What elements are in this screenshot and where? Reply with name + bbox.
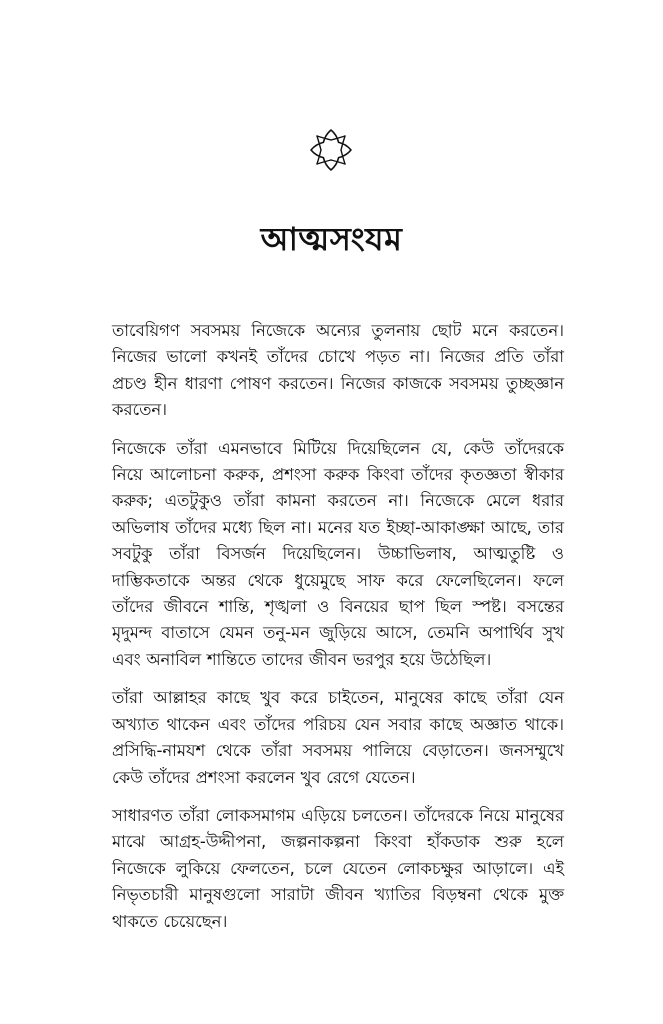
chapter-title: আত্মসংযম bbox=[260, 220, 403, 259]
paragraph: তাঁরা আল্লাহর কাছে খুব করে চাইতেন, মানুষের কাছে তাঁরা যেন অখ্যাত থাকেন এবং তাঁদের পরিচয় যেন সবার কাছে অজ্ঞাত থাকে। প্রসিদ্ধি-নামযশ থেকে তাঁরা সবসময় পালিয়ে বেড়াতেন। জনসম্মুখে কেউ তাঁদের প্রশংসা করলেন খুব রেগে যেতেন। bbox=[112, 688, 564, 787]
paragraph: সাধারণত তাঁরা লোকসমাগম এড়িয়ে চলতেন। তাঁদেরকে নিয়ে মানুষের মাঝে আগ্রহ-উদ্দীপনা, জল্পনাকল্পনা কিংবা হাঁকডাক শুরু হলে নিজেকে লুকিয়ে ফেলতেন, চলে যেতেন লোকচক্ষুর আড়ালে। এই নিভৃতচারী মানুষগুলো সারাটা জীবন খ্যাতির বিড়ম্বনা থেকে মুক্ত থাকতে চেয়েছেন। bbox=[112, 805, 564, 931]
paragraph: তাবেয়িগণ সবসময় নিজেকে অন্যের তুলনায় ছোট মনে করতেন। নিজের ভালো কখনই তাঁদের চোখে পড়ত না। নিজের প্রতি তাঁরা প্রচণ্ড হীন ধারণা পোষণ করতেন। নিজের কাজকে সবসময় তুচ্ছজ্ঞান করতেন। bbox=[112, 321, 564, 420]
eight-point-flower-icon bbox=[309, 128, 353, 172]
chapter-body bbox=[112, 318, 564, 947]
paragraph: নিজেকে তাঁরা এমনভাবে মিটিয়ে দিয়েছিলেন যে, কেউ তাঁদেরকে নিয়ে আলোচনা করুক, প্রশংসা করুক কিংবা তাঁদের কৃতজ্ঞতা স্বীকার করুক; এতটুকুও তাঁরা কামনা করতেন না। নিজেকে মেলে ধরার অভিলাষ তাঁদের মধ্যে ছিল না। মনের যত ইচ্ছা-আকাঙ্ক্ষা আছে, তার সবটুকু তাঁরা বিসর্জন দিয়েছিলেন। উচ্চাভিলাষ, আত্মতুষ্টি ও দাম্ভিকতাকে অন্তর থেকে ধুয়েমুছে সাফ করে ফেলেছিলেন। ফলে তাঁদের জীবনে শান্তি, শৃঙ্খলা ও বিনয়ের ছাপ ছিল স্পষ্ট। বসন্তের মৃদুমন্দ বাতাসে যেমন তনু-মন জুড়িয়ে আসে, তেমনি অপার্থিব সুখ এবং অনাবিল শান্তিতে তাদের জীবন ভরপুর হয়ে উঠেছিল। bbox=[112, 438, 564, 669]
